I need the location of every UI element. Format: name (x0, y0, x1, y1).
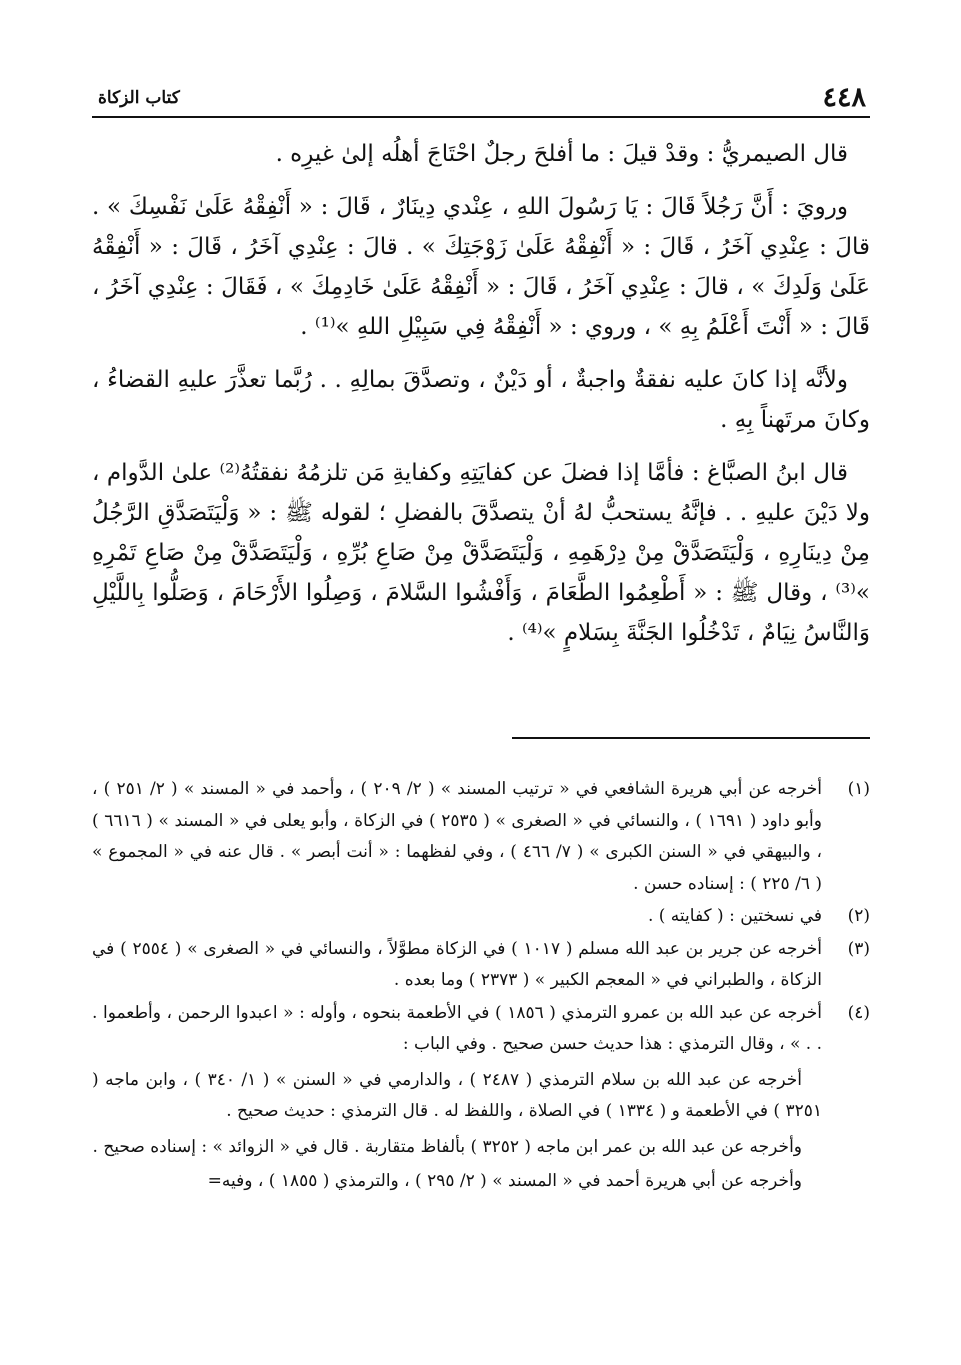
footnote-text: أخرجه عن عبد الله بن عمرو الترمذي ( ١٨٥٦ ) في الأطعمة بنحوه ، وأوله : « اعبدوا الرحمن ، وأطعموا . . . » ، وقال الترمذي : هذا حديث حسن صحيح . وفي الباب : أخرجه عن عبد الله بن سلام الترمذي ( ٢٤٨٧ ) ، والدارمي في « السنن » ( ١/ ٣٤٠ ) ، وابن ماجه ( ٣٢٥١ ) في الأطعمة و ( ١٣٣٤ ) في الصلاة ، واللفظ له . قال الترمذي : حديث صحيح . وأخرجه عن عبد الله بن عمر ابن ماجه ( ٣٢٥٢ ) بألفاظ متقاربة . قال في « الزوائد » : إسناده صحيح . (92, 998, 822, 1164)
footnote (92, 901, 870, 933)
footnote-text: أخرجه عن أبي هريرة الشافعي في « ترتيب المسند » ( ٢/ ٢٠٩ ) ، وأحمد في « المسند » ( ٢/ ٢٥١ ) ، وأبو داود ( ١٦٩١ ) ، والنسائي في « الصغرى » ( ٢٥٣٥ ) في الزكاة ، وأبو يعلى في « المسند » ( ٦٦١٦ ) ، والبيهقي في « السنن الكبرى » ( ٧/ ٤٦٦ ) ، وفي لفظهما : « أنت أبصر » . قال عنه في « المجموع » ( ٦/ ٢٢٥ ) : إسناده حسن . (92, 779, 822, 894)
footnote-divider (512, 737, 870, 739)
footnotes (92, 774, 870, 1198)
footnote-number: (٤) (847, 1002, 870, 1023)
footnote (92, 998, 870, 1164)
running-title: كتاب الزكاة (98, 88, 180, 108)
footnote (92, 774, 870, 900)
page-header (92, 82, 870, 118)
paragraph: قال الصيمريُّ : وقدْ قيلَ : ما أفلحَ رجلٌ احْتَاجَ أهلُه إلىٰ غيرِه . (275, 141, 848, 167)
paragraph: قال ابنُ الصبَّاغ : فأمَّا إذا فضلَ عن كفايَتِهِ وكفايةِ مَن تلزمُهُ نفقتُهُ⁽²⁾ علىٰ الدَّوام ، ولا دَيْنَ عليهِ . . فإنَّهُ يستحبُّ لهُ أنْ يتصدَّقَ بالفضلِ ؛ لقوله ﷺ : « وَلْيَتَصَدَّقِ الرَّجُلُ مِنْ دِينَارِهِ ، وَلْيَتَصَدَّقْ مِنْ دِرْهَمِهِ ، وَلْيَتَصَدَّقْ مِنْ صَاعِ بُرِّهِ ، وَلْيَتَصَدَّقْ مِنْ صَاعِ تَمْرِهِ »⁽³⁾ ، وقال ﷺ : « أَطْعِمُوا الطَّعَامَ ، وَأَفْشُوا السَّلامَ ، وَصِلُوا الأَرْحَامَ ، وَصَلُّوا بِاللَّيْلِ وَالنَّاسُ نِيَامٌ ، تَدْخُلُوا الجَنَّةَ بِسَلامٍ »⁽⁴⁾ . (92, 460, 870, 646)
footnote-number: (٢) (847, 906, 870, 926)
paragraph: ولأنَّه إذا كانَ عليه نفقةٌ واجبةٌ ، أو دَيْنٌ ، وتصدَّقَ بمالِهِ . . رُبَّما تعذَّرَ عليهِ القضاءُ ، وكانَ مرتَهناً بِهِ . (92, 367, 870, 433)
footnote-continuation: وأخرجه عن أبي هريرة أحمد في « المسند » ( ٢/ ٢٩٥ ) ، والترمذي ( ١٨٥٥ ) ، وفيه= (207, 1171, 802, 1191)
footnote-subparagraph: أخرجه عن عبد الله بن سلام الترمذي ( ٢٤٨٧ ) ، والدارمي في « السنن » ( ١/ ٣٤٠ ) ، وابن ماجه ( ٣٢٥١ ) في الأطعمة و ( ١٣٣٤ ) في الصلاة ، واللفظ له . قال الترمذي : حديث صحيح . (92, 1069, 822, 1121)
paragraph: ورويَ : أَنَّ رَجُلاً قَالَ : يَا رَسُولَ اللهِ ، عِنْدي دِينَارٌ ، قَالَ : « أَنْفِقْهُ عَلَىٰ نَفْسِكَ » . قالَ : عِنْدِي آخَرُ ، قَالَ : « أَنْفِقْهُ عَلَىٰ زَوْجَتِكَ » . قالَ : عِنْدِي آخَرُ ، قَالَ : « أَنْفِقْهُ عَلَىٰ وَلَدِكَ » ، قالَ : عِنْدِي آخَرُ ، قَالَ : « أَنْفِقْهُ عَلَىٰ خَادِمِكَ » ، فَقَالَ : عِنْدِي آخَرُ ، قَالَ : « أَنْتَ أَعْلَمُ بِهِ » ، وروي : « أَنْفِقْهُ فِي سَبِيْلِ اللهِ »⁽¹⁾ . (92, 194, 870, 340)
footnote (92, 934, 870, 997)
footnote-number: (٣) (847, 938, 870, 959)
page-number: ٤٤٨ (822, 82, 866, 113)
footnote-text: أخرجه عن جرير بن عبد الله مسلم ( ١٠١٧ ) في الزكاة مطوَّلاً ، والنسائي في « الصغرى » ( ٢٥٥٤ ) في الزكاة ، والطبراني في « المعجم الكبير » ( ٢٣٧٣ ) وما بعده . (92, 938, 822, 990)
footnote-number: (١) (847, 779, 870, 799)
footnote-text: في نسختين : ( كفايته ) . (647, 906, 822, 926)
main-text (92, 134, 870, 666)
footnote-subparagraph: وأخرجه عن عبد الله بن عمر ابن ماجه ( ٣٢٥٢ ) بألفاظ متقاربة . قال في « الزوائد » : إسناده صحيح . (92, 1136, 802, 1157)
